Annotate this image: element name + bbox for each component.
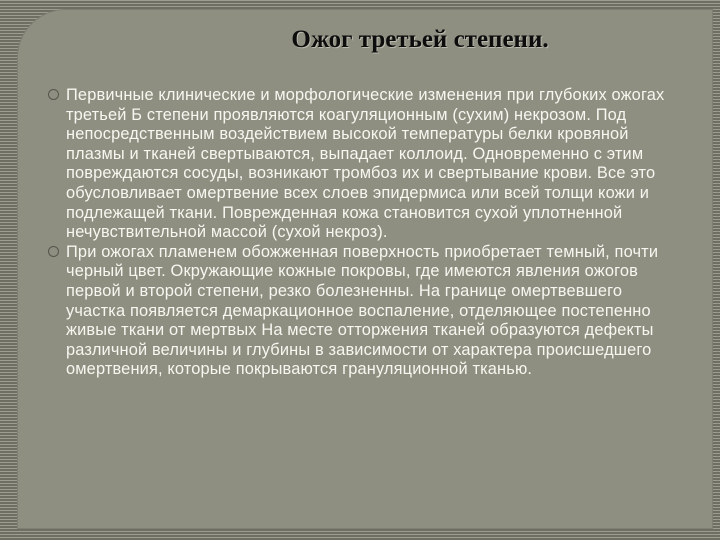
- bullet-item-coagulation-necrosis: [48, 86, 684, 243]
- bullet-text: Первичные клинические и морфологические изменения при глубоких ожогах третьей Б степени проявляются коагуляционным (сухим) некрозом. Под непосредственным воздействием высокой температуры белки кровяной плазмы и тканей свертываются, выпадает коллоид. Одновременно с этим повреждаются сосуды, возникают тромбоз их и свертывание крови. Все это обусловливает омертвение всех слоев эпидермиса или всей толщи кожи и подлежащей ткани. Поврежденная кожа становится сухой уплотненной нечувствительной массой (сухой некроз).: [66, 86, 665, 242]
- bullet-item-flame-burns: [48, 243, 684, 380]
- slide-panel: [18, 10, 712, 528]
- bullet-circle-icon: [48, 246, 59, 257]
- slide-title: Ожог третьей степени.: [291, 26, 549, 53]
- bullet-list: [48, 86, 684, 380]
- bullet-text: При ожогах пламенем обожженная поверхность приобретает темный, почти черный цвет. Окружающие кожные покровы, где имеются явления ожогов первой и второй степени, резко болезненны. На границе омертвевшего участка появляется демаркационное воспаление, отделяющее постепенно живые ткани от мертвых На месте отторжения тканей образуются дефекты различной величины и глубины в зависимости от характера происшедшего омертвения, которые покрываются грануляционной тканью.: [66, 242, 659, 379]
- bullet-circle-icon: [48, 89, 59, 100]
